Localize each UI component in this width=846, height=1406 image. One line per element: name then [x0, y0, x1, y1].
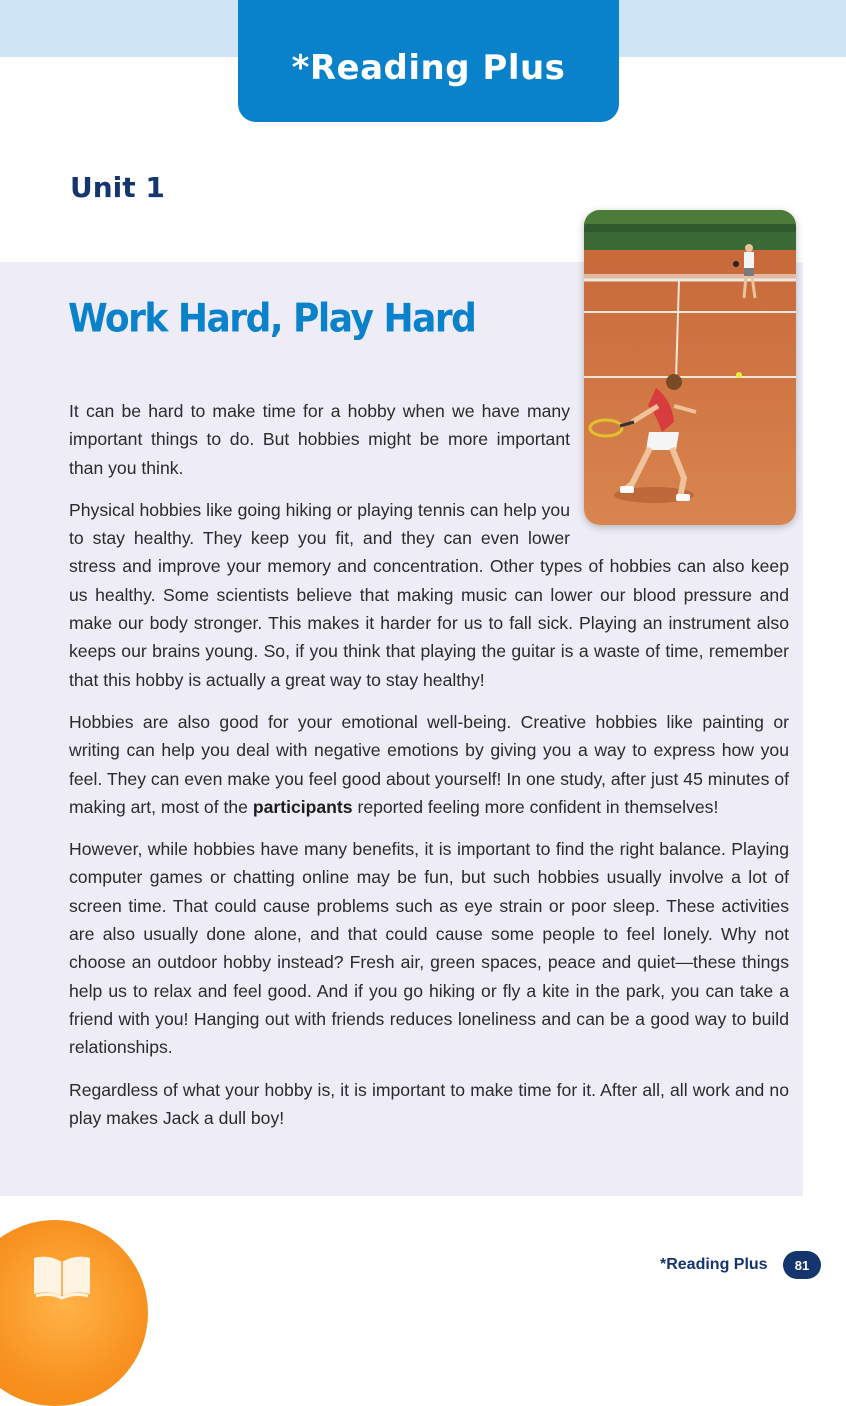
article-title: Work Hard, Play Hard: [68, 297, 476, 342]
paragraph-4: However, while hobbies have many benefits, it is important to find the right balance. Playing computer games or chatting online may be fun, but such hobbies usually involve a lot of screen time. That could cause problems such as eye strain or poor sleep. These activities are also usually done alone, and that could cause some people to feel lonely. Why not choose an outdoor hobby instead? Fresh air, green spaces, peace and quiet—these things help us to relax and feel good. And if you go hiking or fly a kite in the park, you can take a friend with you! Hanging out with friends reduces loneliness and can be a good way to build relationships.: [69, 839, 789, 1058]
paragraph-2: Physical hobbies like going hiking or playing tennis can help you to stay healthy. They keep you fit, and they can even lower stress and improve your memory and concentration. Other types of hobbies can also keep us healthy. Some scientists believe that making music can lower our blood pressure and make our body stronger. This makes it harder for us to fall sick. Playing an instrument also keeps our brains young. So, if you think that playing the guitar is a waste of time, remember that this hobby is actually a great way to stay healthy!: [69, 499, 789, 690]
footer-orange-circle: [0, 1220, 148, 1406]
unit-label: Unit 1: [70, 171, 165, 204]
paragraph-3-part-1: Hobbies are also good for your emotional well-being. Creative hobbies like painting or writing can help you deal with negative emotions by giving you a way to express how you feel. They can even make you feel good about yourself! In one study, after just 45 minutes of making art, most of the: [69, 711, 789, 817]
header-tab: [238, 0, 619, 122]
paragraph-3-part-2: reported feeling more confident in themselves!: [352, 796, 719, 817]
paragraph-1: It can be hard to make time for a hobby when we have many important things to do. But hobbies might be more important than you think.: [69, 401, 570, 478]
header-title: *Reading Plus: [291, 48, 566, 88]
paragraph-3: [69, 708, 789, 821]
footer-section-label: *Reading Plus: [660, 1256, 768, 1273]
highlighted-word-participants: participants: [252, 796, 353, 817]
page-number-badge: 81: [783, 1251, 821, 1279]
open-book-icon: [30, 1252, 94, 1300]
article-body: [69, 397, 789, 1146]
photo-text-wrap: [570, 397, 789, 528]
paragraph-5: Regardless of what your hobby is, it is important to make time for it. After all, all work and no play makes Jack a dull boy!: [69, 1079, 789, 1128]
